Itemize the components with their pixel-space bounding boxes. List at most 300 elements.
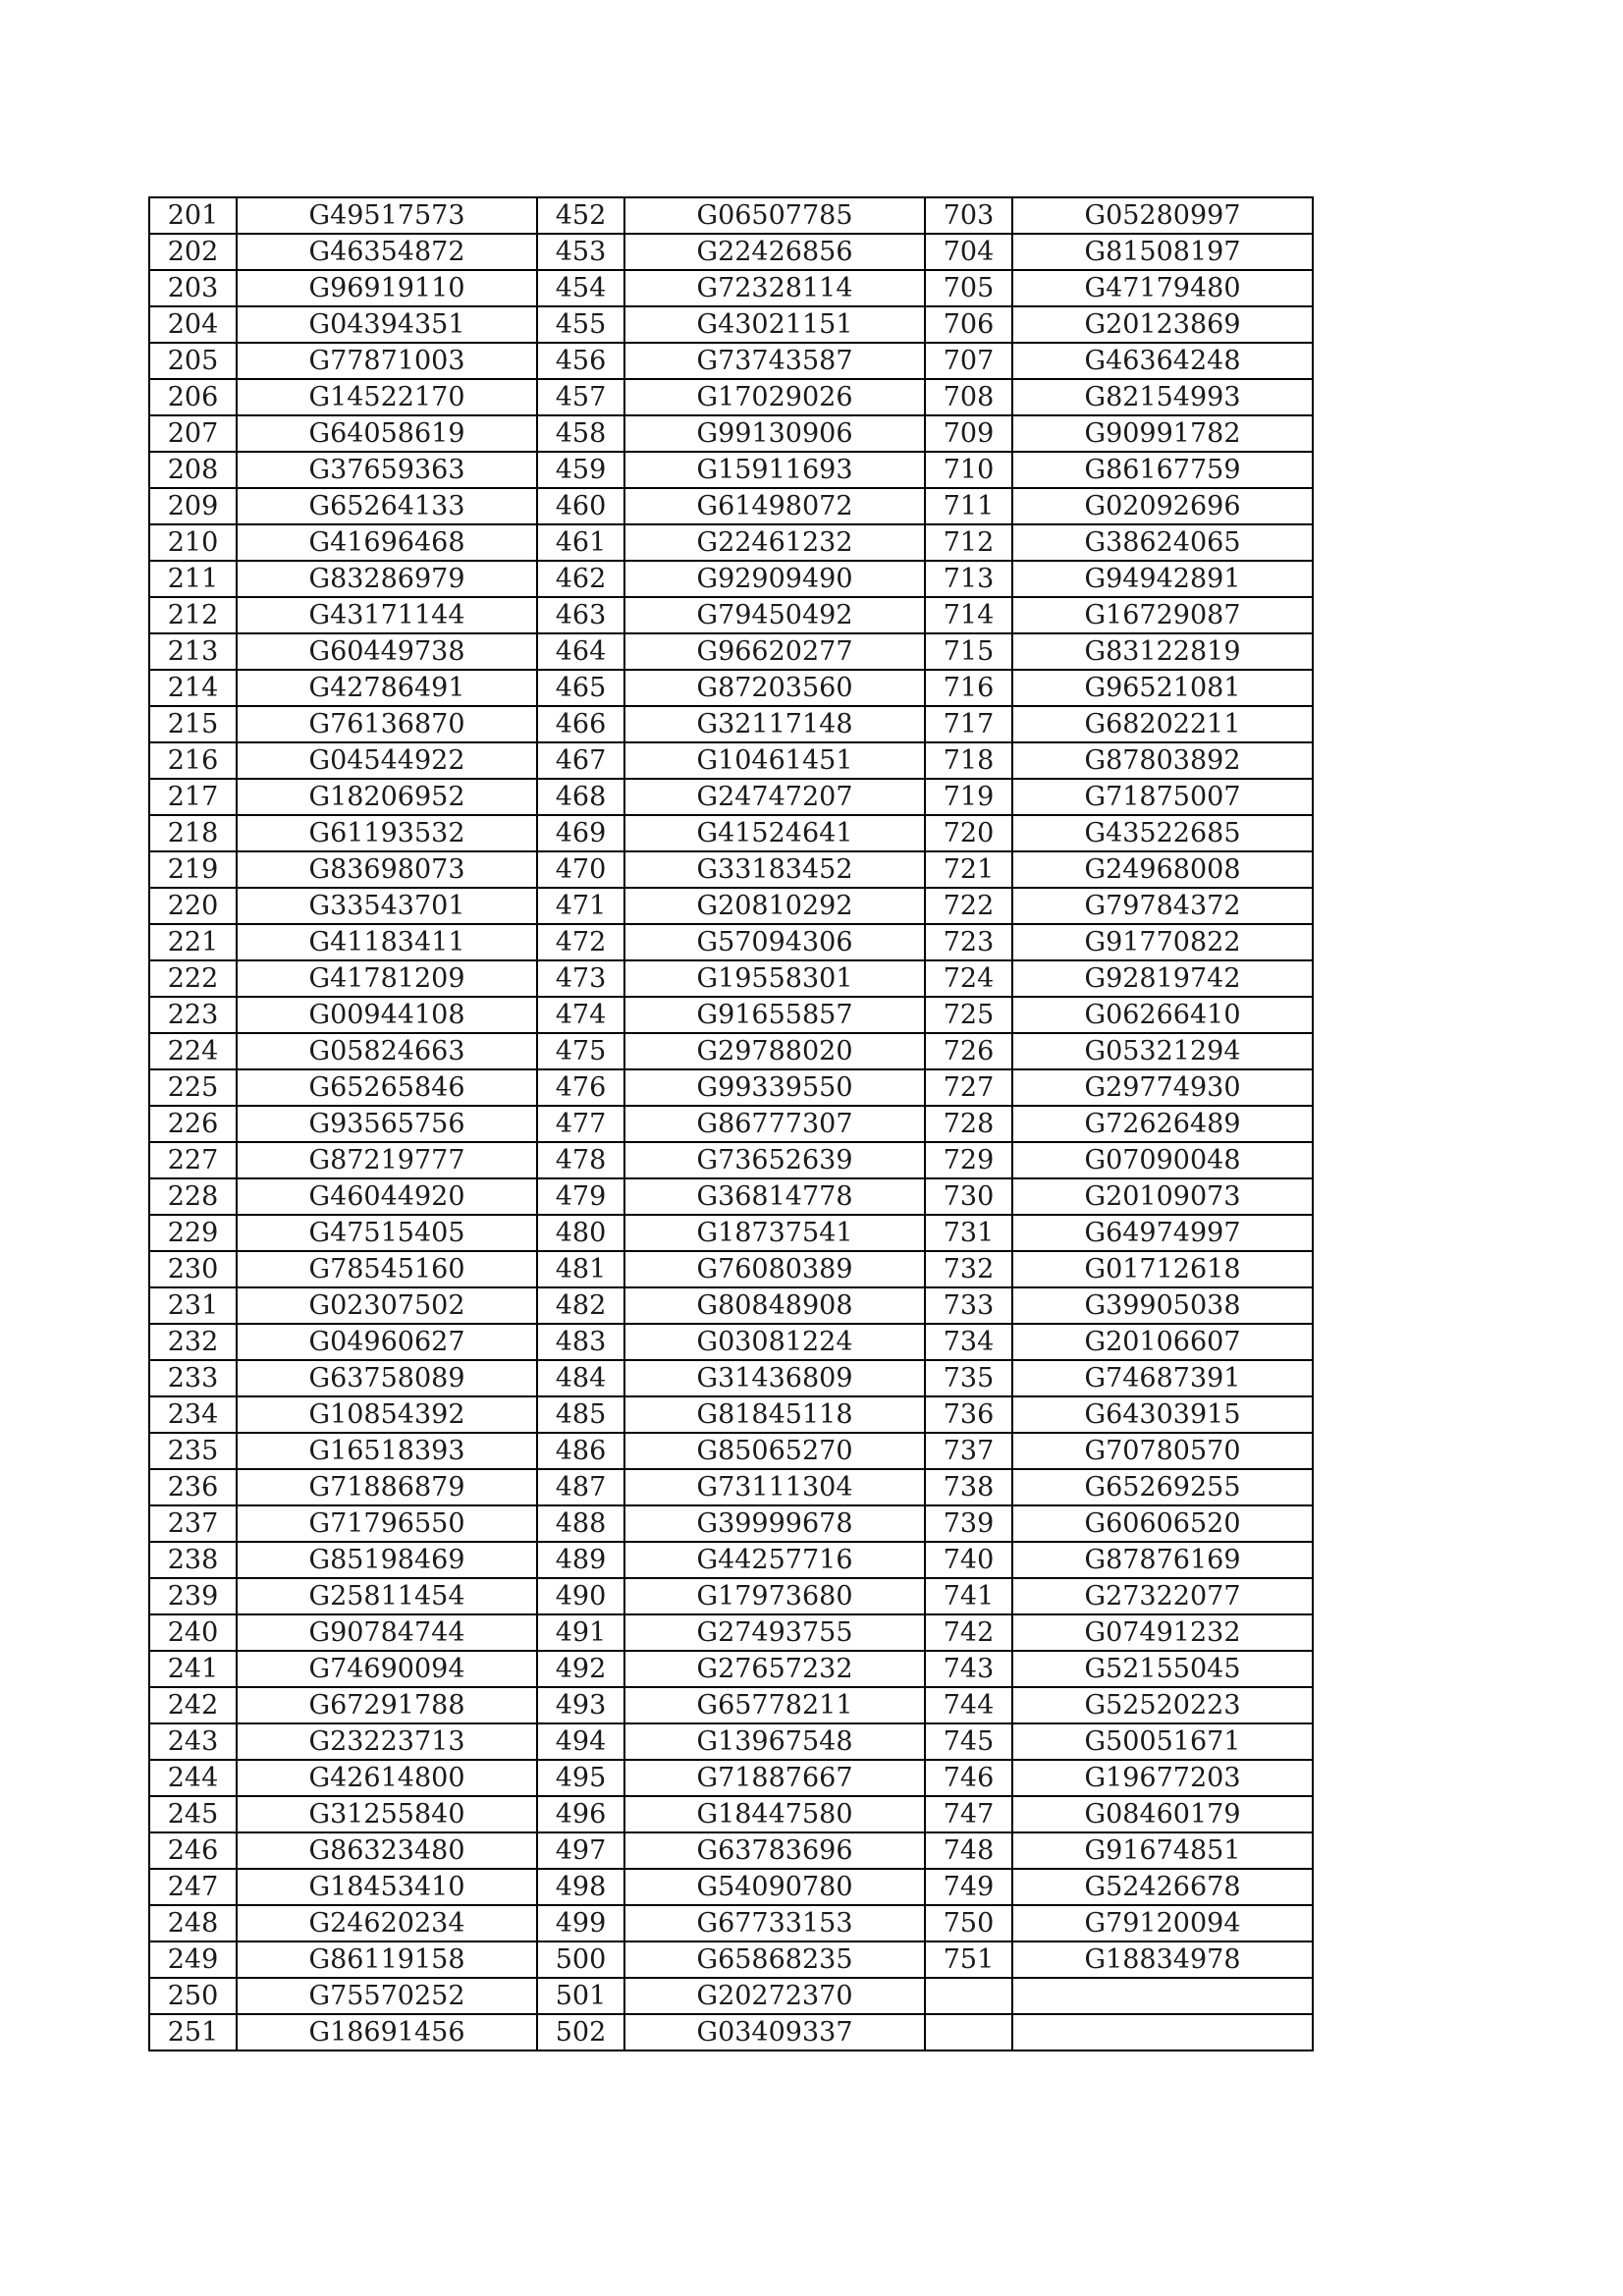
seq-cell: 492 xyxy=(537,1651,624,1687)
code-cell: G91770822 xyxy=(1012,924,1313,960)
code-cell: G43171144 xyxy=(237,597,537,633)
seq-cell: 497 xyxy=(537,1832,624,1869)
seq-cell: 749 xyxy=(925,1869,1012,1905)
seq-cell: 723 xyxy=(925,924,1012,960)
code-cell: G22461232 xyxy=(624,524,925,561)
seq-cell: 739 xyxy=(925,1505,1012,1542)
seq-cell: 215 xyxy=(149,706,237,742)
code-cell: G33543701 xyxy=(237,888,537,924)
code-cell: G31436809 xyxy=(624,1360,925,1396)
seq-cell: 740 xyxy=(925,1542,1012,1578)
seq-cell: 229 xyxy=(149,1215,237,1251)
code-cell: G04960627 xyxy=(237,1324,537,1360)
seq-cell: 214 xyxy=(149,670,237,706)
seq-cell: 704 xyxy=(925,234,1012,270)
code-cell: G74690094 xyxy=(237,1651,537,1687)
code-cell: G47515405 xyxy=(237,1215,537,1251)
code-cell: G65265846 xyxy=(237,1069,537,1106)
code-cell: G43021151 xyxy=(624,306,925,343)
seq-cell: 711 xyxy=(925,488,1012,524)
code-cell: G86119158 xyxy=(237,1941,537,1978)
code-cell: G70780570 xyxy=(1012,1433,1313,1469)
code-cell: G99130906 xyxy=(624,415,925,452)
table-row xyxy=(149,1178,1313,1215)
seq-cell: 500 xyxy=(537,1941,624,1978)
seq-cell: 243 xyxy=(149,1723,237,1760)
seq-cell: 201 xyxy=(149,197,237,234)
code-cell: G00944108 xyxy=(237,997,537,1033)
seq-cell: 703 xyxy=(925,197,1012,234)
seq-cell: 458 xyxy=(537,415,624,452)
code-cell: G63783696 xyxy=(624,1832,925,1869)
code-cell: G73743587 xyxy=(624,343,925,379)
code-cell: G93565756 xyxy=(237,1106,537,1142)
seq-cell: 742 xyxy=(925,1614,1012,1651)
code-cell: G90784744 xyxy=(237,1614,537,1651)
seq-cell: 211 xyxy=(149,561,237,597)
seq-cell: 717 xyxy=(925,706,1012,742)
code-cell: G90991782 xyxy=(1012,415,1313,452)
code-cell: G65264133 xyxy=(237,488,537,524)
code-cell: G67733153 xyxy=(624,1905,925,1941)
code-cell: G49517573 xyxy=(237,197,537,234)
code-cell: G18691456 xyxy=(237,2014,537,2050)
seq-cell: 472 xyxy=(537,924,624,960)
seq-cell: 238 xyxy=(149,1542,237,1578)
table-row xyxy=(149,1396,1313,1433)
code-cell: G87203560 xyxy=(624,670,925,706)
code-cell: G83286979 xyxy=(237,561,537,597)
seq-cell: 236 xyxy=(149,1469,237,1505)
code-cell: G24747207 xyxy=(624,779,925,815)
seq-cell: 710 xyxy=(925,452,1012,488)
seq-cell: 250 xyxy=(149,1978,237,2014)
seq-cell: 724 xyxy=(925,960,1012,997)
seq-cell: 482 xyxy=(537,1287,624,1324)
seq-cell: 725 xyxy=(925,997,1012,1033)
seq-cell: 230 xyxy=(149,1251,237,1287)
code-cell: G17029026 xyxy=(624,379,925,415)
code-cell: G44257716 xyxy=(624,1542,925,1578)
seq-cell: 750 xyxy=(925,1905,1012,1941)
code-cell: G02307502 xyxy=(237,1287,537,1324)
seq-cell: 221 xyxy=(149,924,237,960)
table-row xyxy=(149,270,1313,306)
code-cell: G79784372 xyxy=(1012,888,1313,924)
seq-cell: 713 xyxy=(925,561,1012,597)
code-cell: G20272370 xyxy=(624,1978,925,2014)
seq-cell: 709 xyxy=(925,415,1012,452)
table-row xyxy=(149,197,1313,234)
seq-cell: 467 xyxy=(537,742,624,779)
code-cell: G71875007 xyxy=(1012,779,1313,815)
seq-cell: 726 xyxy=(925,1033,1012,1069)
code-cell: G96919110 xyxy=(237,270,537,306)
table-row xyxy=(149,1360,1313,1396)
seq-cell: 203 xyxy=(149,270,237,306)
table-row xyxy=(149,1687,1313,1723)
code-cell: G64974997 xyxy=(1012,1215,1313,1251)
code-cell: G75570252 xyxy=(237,1978,537,2014)
seq-cell: 468 xyxy=(537,779,624,815)
seq-cell: 469 xyxy=(537,815,624,851)
seq-cell: 233 xyxy=(149,1360,237,1396)
code-cell: G86323480 xyxy=(237,1832,537,1869)
code-cell: G52426678 xyxy=(1012,1869,1313,1905)
code-cell: G65868235 xyxy=(624,1941,925,1978)
code-cell: G67291788 xyxy=(237,1687,537,1723)
seq-cell: 462 xyxy=(537,561,624,597)
table-row xyxy=(149,1723,1313,1760)
seq-cell: 490 xyxy=(537,1578,624,1614)
seq-cell: 209 xyxy=(149,488,237,524)
seq-cell: 731 xyxy=(925,1215,1012,1251)
table-row xyxy=(149,1978,1313,2014)
seq-cell: 489 xyxy=(537,1542,624,1578)
seq-cell: 220 xyxy=(149,888,237,924)
code-cell: G20109073 xyxy=(1012,1178,1313,1215)
code-cell: G02092696 xyxy=(1012,488,1313,524)
code-cell: G36814778 xyxy=(624,1178,925,1215)
code-cell: G83122819 xyxy=(1012,633,1313,670)
code-cell: G87803892 xyxy=(1012,742,1313,779)
code-cell: G87219777 xyxy=(237,1142,537,1178)
table-row xyxy=(149,488,1313,524)
code-cell: G27657232 xyxy=(624,1651,925,1687)
table-row xyxy=(149,1651,1313,1687)
seq-cell: 241 xyxy=(149,1651,237,1687)
seq-cell: 231 xyxy=(149,1287,237,1324)
code-cell: G96620277 xyxy=(624,633,925,670)
seq-cell: 207 xyxy=(149,415,237,452)
table-row xyxy=(149,1941,1313,1978)
code-cell: G32117148 xyxy=(624,706,925,742)
seq-cell: 240 xyxy=(149,1614,237,1651)
code-cell: G39905038 xyxy=(1012,1287,1313,1324)
table-row xyxy=(149,1869,1313,1905)
code-cell: G52155045 xyxy=(1012,1651,1313,1687)
code-cell: G06507785 xyxy=(624,197,925,234)
seq-cell xyxy=(925,1978,1012,2014)
seq-cell: 219 xyxy=(149,851,237,888)
table-row xyxy=(149,1832,1313,1869)
code-cell: G92819742 xyxy=(1012,960,1313,997)
seq-cell: 716 xyxy=(925,670,1012,706)
code-cell: G64303915 xyxy=(1012,1396,1313,1433)
seq-cell: 226 xyxy=(149,1106,237,1142)
code-cell: G27322077 xyxy=(1012,1578,1313,1614)
code-cell: G05280997 xyxy=(1012,197,1313,234)
seq-cell: 729 xyxy=(925,1142,1012,1178)
code-cell: G72626489 xyxy=(1012,1106,1313,1142)
seq-cell: 484 xyxy=(537,1360,624,1396)
code-cell: G07090048 xyxy=(1012,1142,1313,1178)
table-row xyxy=(149,997,1313,1033)
code-cell: G18447580 xyxy=(624,1796,925,1832)
seq-cell: 246 xyxy=(149,1832,237,1869)
seq-cell: 496 xyxy=(537,1796,624,1832)
code-cell: G71796550 xyxy=(237,1505,537,1542)
seq-cell: 734 xyxy=(925,1324,1012,1360)
seq-cell: 244 xyxy=(149,1760,237,1796)
code-cell: G99339550 xyxy=(624,1069,925,1106)
seq-cell: 475 xyxy=(537,1033,624,1069)
seq-cell: 478 xyxy=(537,1142,624,1178)
code-cell: G27493755 xyxy=(624,1614,925,1651)
code-cell: G29788020 xyxy=(624,1033,925,1069)
code-cell: G77871003 xyxy=(237,343,537,379)
code-cell: G81845118 xyxy=(624,1396,925,1433)
table-row xyxy=(149,1469,1313,1505)
seq-cell: 480 xyxy=(537,1215,624,1251)
code-cell: G85065270 xyxy=(624,1433,925,1469)
code-cell: G71887667 xyxy=(624,1760,925,1796)
seq-cell: 474 xyxy=(537,997,624,1033)
seq-cell: 708 xyxy=(925,379,1012,415)
seq-cell: 705 xyxy=(925,270,1012,306)
code-cell: G82154993 xyxy=(1012,379,1313,415)
seq-cell: 722 xyxy=(925,888,1012,924)
code-cell xyxy=(1012,2014,1313,2050)
seq-cell: 454 xyxy=(537,270,624,306)
seq-cell: 466 xyxy=(537,706,624,742)
seq-cell: 251 xyxy=(149,2014,237,2050)
seq-cell: 730 xyxy=(925,1178,1012,1215)
code-cell: G41183411 xyxy=(237,924,537,960)
code-cell: G63758089 xyxy=(237,1360,537,1396)
seq-cell: 208 xyxy=(149,452,237,488)
code-cell: G18737541 xyxy=(624,1215,925,1251)
seq-cell: 737 xyxy=(925,1433,1012,1469)
code-cell: G43522685 xyxy=(1012,815,1313,851)
code-cell: G04394351 xyxy=(237,306,537,343)
table-row xyxy=(149,670,1313,706)
table-row xyxy=(149,2014,1313,2050)
code-cell: G94942891 xyxy=(1012,561,1313,597)
code-cell: G20810292 xyxy=(624,888,925,924)
seq-cell: 483 xyxy=(537,1324,624,1360)
seq-cell: 218 xyxy=(149,815,237,851)
code-cell: G05824663 xyxy=(237,1033,537,1069)
code-cell: G57094306 xyxy=(624,924,925,960)
code-cell: G54090780 xyxy=(624,1869,925,1905)
seq-cell: 228 xyxy=(149,1178,237,1215)
table-row xyxy=(149,1578,1313,1614)
seq-cell: 501 xyxy=(537,1978,624,2014)
seq-cell: 216 xyxy=(149,742,237,779)
table-row xyxy=(149,379,1313,415)
code-cell: G04544922 xyxy=(237,742,537,779)
code-cell: G65778211 xyxy=(624,1687,925,1723)
seq-cell: 205 xyxy=(149,343,237,379)
table-row xyxy=(149,1069,1313,1106)
seq-cell: 222 xyxy=(149,960,237,997)
code-cell: G91655857 xyxy=(624,997,925,1033)
code-cell: G16729087 xyxy=(1012,597,1313,633)
code-cell: G46364248 xyxy=(1012,343,1313,379)
id-list-table xyxy=(148,196,1314,2051)
table-row xyxy=(149,597,1313,633)
code-cell: G18834978 xyxy=(1012,1941,1313,1978)
table-row xyxy=(149,706,1313,742)
seq-cell: 470 xyxy=(537,851,624,888)
code-cell: G72328114 xyxy=(624,270,925,306)
table-row xyxy=(149,815,1313,851)
seq-cell: 473 xyxy=(537,960,624,997)
table-row xyxy=(149,888,1313,924)
seq-cell: 213 xyxy=(149,633,237,670)
code-cell: G10461451 xyxy=(624,742,925,779)
code-cell: G38624065 xyxy=(1012,524,1313,561)
table-row xyxy=(149,1505,1313,1542)
seq-cell: 479 xyxy=(537,1178,624,1215)
code-cell: G15911693 xyxy=(624,452,925,488)
code-cell: G18206952 xyxy=(237,779,537,815)
table-row xyxy=(149,1905,1313,1941)
seq-cell: 456 xyxy=(537,343,624,379)
seq-cell: 499 xyxy=(537,1905,624,1941)
code-cell: G14522170 xyxy=(237,379,537,415)
code-cell: G60606520 xyxy=(1012,1505,1313,1542)
seq-cell: 204 xyxy=(149,306,237,343)
code-cell: G65269255 xyxy=(1012,1469,1313,1505)
table-row xyxy=(149,1251,1313,1287)
table-row xyxy=(149,306,1313,343)
code-cell: G22426856 xyxy=(624,234,925,270)
table-row xyxy=(149,234,1313,270)
code-cell: G74687391 xyxy=(1012,1360,1313,1396)
seq-cell: 488 xyxy=(537,1505,624,1542)
seq-cell: 736 xyxy=(925,1396,1012,1433)
seq-cell: 227 xyxy=(149,1142,237,1178)
seq-cell xyxy=(925,2014,1012,2050)
seq-cell: 738 xyxy=(925,1469,1012,1505)
code-cell: G24620234 xyxy=(237,1905,537,1941)
seq-cell: 745 xyxy=(925,1723,1012,1760)
seq-cell: 459 xyxy=(537,452,624,488)
code-cell: G41696468 xyxy=(237,524,537,561)
code-cell: G18453410 xyxy=(237,1869,537,1905)
code-cell: G06266410 xyxy=(1012,997,1313,1033)
seq-cell: 471 xyxy=(537,888,624,924)
code-cell: G05321294 xyxy=(1012,1033,1313,1069)
code-cell: G81508197 xyxy=(1012,234,1313,270)
code-cell: G03081224 xyxy=(624,1324,925,1360)
table-row xyxy=(149,1614,1313,1651)
seq-cell: 235 xyxy=(149,1433,237,1469)
table-row xyxy=(149,343,1313,379)
table-row xyxy=(149,1433,1313,1469)
code-cell: G92909490 xyxy=(624,561,925,597)
seq-cell: 248 xyxy=(149,1905,237,1941)
table-row xyxy=(149,561,1313,597)
seq-cell: 223 xyxy=(149,997,237,1033)
code-cell: G76136870 xyxy=(237,706,537,742)
code-cell: G25811454 xyxy=(237,1578,537,1614)
code-cell: G47179480 xyxy=(1012,270,1313,306)
seq-cell: 495 xyxy=(537,1760,624,1796)
code-cell: G03409337 xyxy=(624,2014,925,2050)
seq-cell: 727 xyxy=(925,1069,1012,1106)
code-cell: G37659363 xyxy=(237,452,537,488)
seq-cell: 712 xyxy=(925,524,1012,561)
code-cell: G80848908 xyxy=(624,1287,925,1324)
seq-cell: 239 xyxy=(149,1578,237,1614)
seq-cell: 477 xyxy=(537,1106,624,1142)
code-cell: G86167759 xyxy=(1012,452,1313,488)
code-cell: G61193532 xyxy=(237,815,537,851)
table-row xyxy=(149,452,1313,488)
seq-cell: 487 xyxy=(537,1469,624,1505)
seq-cell: 741 xyxy=(925,1578,1012,1614)
seq-cell: 747 xyxy=(925,1796,1012,1832)
seq-cell: 491 xyxy=(537,1614,624,1651)
table-row xyxy=(149,1542,1313,1578)
table-row xyxy=(149,1287,1313,1324)
code-cell: G31255840 xyxy=(237,1796,537,1832)
code-cell: G68202211 xyxy=(1012,706,1313,742)
code-cell: G23223713 xyxy=(237,1723,537,1760)
table-row xyxy=(149,960,1313,997)
code-cell: G87876169 xyxy=(1012,1542,1313,1578)
table-row xyxy=(149,742,1313,779)
code-cell: G01712618 xyxy=(1012,1251,1313,1287)
seq-cell: 210 xyxy=(149,524,237,561)
seq-cell: 247 xyxy=(149,1869,237,1905)
table-row xyxy=(149,1324,1313,1360)
code-cell: G41781209 xyxy=(237,960,537,997)
table-row xyxy=(149,633,1313,670)
code-cell: G19558301 xyxy=(624,960,925,997)
seq-cell: 485 xyxy=(537,1396,624,1433)
code-cell: G79120094 xyxy=(1012,1905,1313,1941)
seq-cell: 217 xyxy=(149,779,237,815)
seq-cell: 463 xyxy=(537,597,624,633)
code-cell: G17973680 xyxy=(624,1578,925,1614)
code-cell: G16518393 xyxy=(237,1433,537,1469)
code-cell: G08460179 xyxy=(1012,1796,1313,1832)
code-cell: G10854392 xyxy=(237,1396,537,1433)
code-cell: G46044920 xyxy=(237,1178,537,1215)
code-cell: G83698073 xyxy=(237,851,537,888)
code-cell xyxy=(1012,1978,1313,2014)
seq-cell: 498 xyxy=(537,1869,624,1905)
code-cell: G24968008 xyxy=(1012,851,1313,888)
seq-cell: 206 xyxy=(149,379,237,415)
seq-cell: 494 xyxy=(537,1723,624,1760)
code-cell: G13967548 xyxy=(624,1723,925,1760)
seq-cell: 212 xyxy=(149,597,237,633)
code-cell: G42786491 xyxy=(237,670,537,706)
code-cell: G71886879 xyxy=(237,1469,537,1505)
code-cell: G85198469 xyxy=(237,1542,537,1578)
seq-cell: 465 xyxy=(537,670,624,706)
seq-cell: 715 xyxy=(925,633,1012,670)
seq-cell: 746 xyxy=(925,1760,1012,1796)
code-cell: G29774930 xyxy=(1012,1069,1313,1106)
table-row xyxy=(149,524,1313,561)
code-cell: G91674851 xyxy=(1012,1832,1313,1869)
code-cell: G33183452 xyxy=(624,851,925,888)
code-cell: G76080389 xyxy=(624,1251,925,1287)
code-cell: G41524641 xyxy=(624,815,925,851)
seq-cell: 493 xyxy=(537,1687,624,1723)
seq-cell: 237 xyxy=(149,1505,237,1542)
code-cell: G96521081 xyxy=(1012,670,1313,706)
seq-cell: 714 xyxy=(925,597,1012,633)
seq-cell: 476 xyxy=(537,1069,624,1106)
seq-cell: 452 xyxy=(537,197,624,234)
